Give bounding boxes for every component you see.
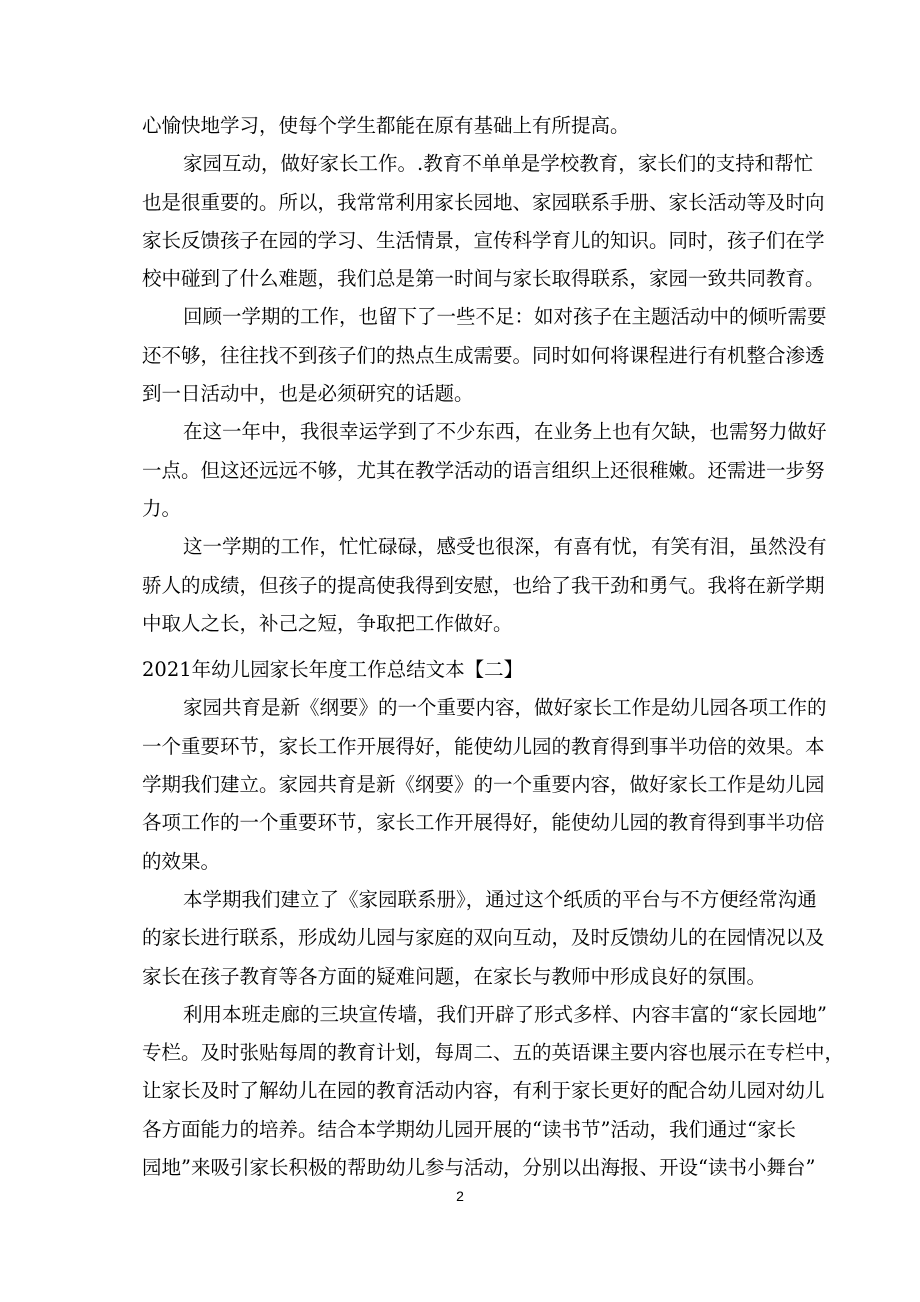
text-line: 一个重要环节，家长工作开展得好，能使幼儿园的教育得到事半功倍的效果。本 bbox=[142, 735, 825, 758]
text-line: 校中碰到了什么难题，我们总是第一时间与家长取得联系，家园一致共同教育。 bbox=[142, 267, 825, 290]
text-line: 家园共育是新《纲要》的一个重要内容，做好家长工作是幼儿园各项工作的 bbox=[183, 696, 827, 719]
text-line: 本学期我们建立了《家园联系册》，通过这个纸质的平台与不方便经常沟通 bbox=[183, 888, 817, 911]
text-line: 骄人的成绩，但孩子的提高使我得到安慰，也给了我干劲和勇气。我将在新学期 bbox=[142, 574, 825, 597]
text-line: 这一学期的工作，忙忙碌碌，感受也很深，有喜有忧，有笑有泪，虽然没有 bbox=[183, 535, 827, 558]
text-line: 到一日活动中，也是必须研究的话题。 bbox=[142, 382, 474, 405]
text-line: 心愉快地学习，使每个学生都能在原有基础上有所提高。 bbox=[142, 114, 630, 137]
text-line: 让家长及时了解幼儿在园的教育活动内容，有利于家长更好的配合幼儿园对幼儿 bbox=[142, 1079, 825, 1102]
text-line: 各方面能力的培养。结合本学期幼儿园开展的“读书节”活动，我们通过“家长 bbox=[142, 1118, 796, 1141]
page-number: 2 bbox=[456, 1188, 464, 1204]
text-line: 家园互动，做好家长工作。.教育不单单是学校教育，家长们的支持和帮忙 bbox=[183, 152, 814, 175]
text-line: 也是很重要的。所以，我常常利用家长园地、家园联系手册、家长活动等及时向 bbox=[142, 191, 825, 214]
text-line: 在这一年中，我很幸运学到了不少东西，在业务上也有欠缺，也需努力做好 bbox=[183, 420, 827, 443]
text-line: 还不够，往往找不到孩子们的热点生成需要。同时如何将课程进行有机整合渗透 bbox=[142, 344, 825, 367]
text-line: 的家长进行联系，形成幼儿园与家庭的双向互动，及时反馈幼儿的在园情况以及 bbox=[142, 926, 825, 949]
text-line: 中取人之长，补己之短，争取把工作做好。 bbox=[142, 612, 513, 635]
text-line: 园地”来吸引家长积极的帮助幼儿参与活动，分别以出海报、开设“读书小舞台” bbox=[142, 1156, 816, 1179]
text-line: 一点。但这还远远不够，尤其在教学活动的语言组织上还很稚嫩。还需进一步努 bbox=[142, 459, 825, 482]
section-heading: 2021年幼儿园家长年度工作总结文本【二】 bbox=[142, 658, 524, 681]
text-line: 回顾一学期的工作，也留下了一些不足：如对孩子在主题活动中的倾听需要 bbox=[183, 305, 827, 328]
text-line: 力。 bbox=[142, 497, 182, 520]
text-line: 各项工作的一个重要环节，家长工作开展得好，能使幼儿园的教育得到事半功倍 bbox=[142, 811, 825, 834]
text-line: 家长在孩子教育等各方面的疑难问题，在家长与教师中形成良好的氛围。 bbox=[142, 965, 767, 988]
text-line: 利用本班走廊的三块宣传墙，我们开辟了形式多样、内容丰富的“家长园地” bbox=[183, 1003, 827, 1026]
text-line: 家长反馈孩子在园的学习、生活情景，宣传科学育儿的知识。同时，孩子们在学 bbox=[142, 229, 825, 252]
text-line: 专栏。及时张贴每周的教育计划，每周二、五的英语课主要内容也展示在专栏中， bbox=[142, 1041, 845, 1064]
text-line: 的效果。 bbox=[142, 850, 221, 873]
text-line: 学期我们建立。家园共育是新《纲要》的一个重要内容，做好家长工作是幼儿园 bbox=[142, 773, 825, 796]
